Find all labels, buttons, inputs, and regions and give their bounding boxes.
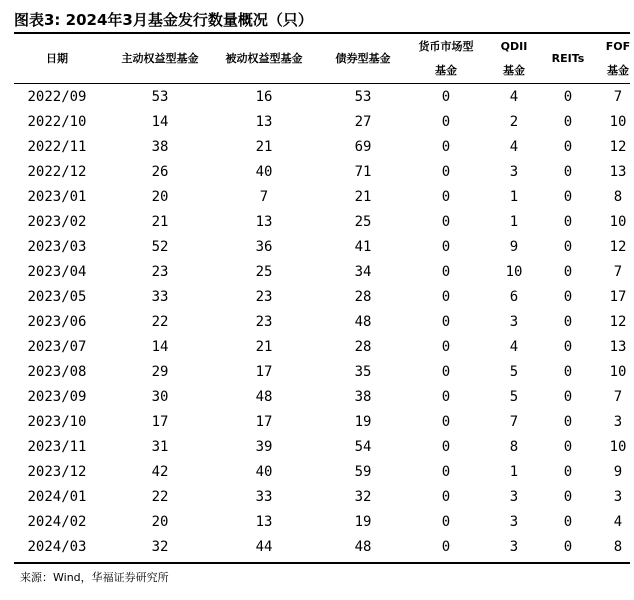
- date-cell: 2024/02: [27, 514, 87, 530]
- qdii-cell: 1: [509, 464, 519, 480]
- money-market-cell: 0: [441, 389, 451, 405]
- bond-cell: 25: [354, 214, 372, 230]
- qdii-cell: 1: [509, 214, 519, 230]
- bond-cell: 32: [354, 489, 372, 505]
- header-label-line1: 货币市场型: [418, 39, 474, 53]
- bond-cell: 53: [354, 89, 372, 105]
- header-label-line2: 基金: [435, 63, 457, 77]
- qdii-cell: 2: [509, 114, 519, 130]
- header-label-line1: FOF: [605, 39, 631, 53]
- date-cell: 2023/11: [27, 439, 87, 455]
- reits-cell: 0: [563, 539, 573, 555]
- passive-equity-cell: 36: [255, 239, 273, 255]
- reits-cell: 0: [563, 339, 573, 355]
- passive-equity-cell: 23: [255, 314, 273, 330]
- figure-title: 图表3: 2024年3月基金发行数量概况（只）: [14, 11, 313, 29]
- header-label: 债券型基金: [335, 51, 391, 65]
- bond-cell: 28: [354, 339, 372, 355]
- fof-cell: 13: [609, 164, 627, 180]
- table-row: [14, 510, 630, 535]
- qdii-cell: 6: [509, 289, 519, 305]
- passive-equity-cell: 33: [255, 489, 273, 505]
- fof-cell: 3: [613, 489, 623, 505]
- money-market-cell: 0: [441, 289, 451, 305]
- source-note: 来源：Wind，华福证券研究所: [20, 571, 169, 584]
- money-market-cell: 0: [441, 439, 451, 455]
- passive-equity-cell: 13: [255, 214, 273, 230]
- date-cell: 2023/07: [27, 339, 87, 355]
- active-equity-cell: 14: [151, 339, 169, 355]
- date-cell: 2023/08: [27, 364, 87, 380]
- passive-equity-cell: 17: [255, 414, 273, 430]
- money-market-cell: 0: [441, 339, 451, 355]
- active-equity-cell: 22: [151, 489, 169, 505]
- bond-cell: 38: [354, 389, 372, 405]
- reits-cell: 0: [563, 439, 573, 455]
- fof-cell: 10: [609, 439, 627, 455]
- fof-cell: 8: [613, 189, 623, 205]
- date-cell: 2022/09: [27, 89, 87, 105]
- money-market-cell: 0: [441, 239, 451, 255]
- fof-cell: 10: [609, 114, 627, 130]
- table-row: [14, 260, 630, 285]
- bond-cell: 21: [354, 189, 372, 205]
- date-cell: 2022/11: [27, 139, 87, 155]
- active-equity-cell: 14: [151, 114, 169, 130]
- header-money-market: [406, 34, 486, 83]
- passive-equity-cell: 40: [255, 464, 273, 480]
- active-equity-cell: 42: [151, 464, 169, 480]
- bond-cell: 34: [354, 264, 372, 280]
- date-cell: 2024/03: [27, 539, 87, 555]
- passive-equity-cell: 13: [255, 514, 273, 530]
- passive-equity-cell: 21: [255, 139, 273, 155]
- bond-cell: 48: [354, 314, 372, 330]
- bond-cell: 69: [354, 139, 372, 155]
- table-row: [14, 385, 630, 410]
- table-row: [14, 310, 630, 335]
- table-row: [14, 185, 630, 210]
- fof-cell: 12: [609, 314, 627, 330]
- bond-cell: 59: [354, 464, 372, 480]
- reits-cell: 0: [563, 189, 573, 205]
- bond-cell: 35: [354, 364, 372, 380]
- bond-cell: 48: [354, 539, 372, 555]
- date-cell: 2022/12: [27, 164, 87, 180]
- money-market-cell: 0: [441, 539, 451, 555]
- active-equity-cell: 32: [151, 539, 169, 555]
- fof-cell: 13: [609, 339, 627, 355]
- header-active-equity: [110, 34, 210, 83]
- passive-equity-cell: 25: [255, 264, 273, 280]
- date-cell: 2023/12: [27, 464, 87, 480]
- date-cell: 2023/09: [27, 389, 87, 405]
- header-label-line2: 基金: [502, 63, 525, 77]
- bond-cell: 27: [354, 114, 372, 130]
- date-cell: 2023/01: [27, 189, 87, 205]
- reits-cell: 0: [563, 464, 573, 480]
- reits-cell: 0: [563, 164, 573, 180]
- money-market-cell: 0: [441, 489, 451, 505]
- header-label-line1: QDII: [500, 39, 528, 53]
- date-cell: 2023/10: [27, 414, 87, 430]
- reits-cell: 0: [563, 289, 573, 305]
- qdii-cell: 4: [509, 89, 519, 105]
- reits-cell: 0: [563, 414, 573, 430]
- reits-cell: 0: [563, 489, 573, 505]
- passive-equity-cell: 23: [255, 289, 273, 305]
- active-equity-cell: 30: [151, 389, 169, 405]
- table-row: [14, 210, 630, 235]
- reits-cell: 0: [563, 139, 573, 155]
- header-bond: [314, 34, 412, 83]
- money-market-cell: 0: [441, 164, 451, 180]
- money-market-cell: 0: [441, 264, 451, 280]
- table-row: [14, 160, 630, 185]
- active-equity-cell: 26: [151, 164, 169, 180]
- active-equity-cell: 33: [151, 289, 169, 305]
- passive-equity-cell: 7: [259, 189, 269, 205]
- qdii-cell: 3: [509, 539, 519, 555]
- table-row: [14, 335, 630, 360]
- table-header: [14, 34, 630, 83]
- money-market-cell: 0: [441, 189, 451, 205]
- header-label: 主动权益型基金: [121, 51, 199, 65]
- bond-cell: 54: [354, 439, 372, 455]
- passive-equity-cell: 39: [255, 439, 273, 455]
- fof-cell: 8: [613, 539, 623, 555]
- fof-cell: 10: [609, 364, 627, 380]
- reits-cell: 0: [563, 214, 573, 230]
- reits-cell: 0: [563, 114, 573, 130]
- reits-cell: 0: [563, 314, 573, 330]
- qdii-cell: 3: [509, 164, 519, 180]
- money-market-cell: 0: [441, 514, 451, 530]
- table-row: [14, 410, 630, 435]
- passive-equity-cell: 44: [255, 539, 273, 555]
- active-equity-cell: 17: [151, 414, 169, 430]
- table-row: [14, 485, 630, 510]
- date-cell: 2022/10: [27, 114, 87, 130]
- header-fof: [594, 34, 634, 83]
- fof-cell: 10: [609, 214, 627, 230]
- fof-cell: 12: [609, 239, 627, 255]
- date-cell: 2023/04: [27, 264, 87, 280]
- active-equity-cell: 20: [151, 189, 169, 205]
- qdii-cell: 3: [509, 314, 519, 330]
- passive-equity-cell: 21: [255, 339, 273, 355]
- reits-cell: 0: [563, 364, 573, 380]
- table-row: [14, 535, 630, 560]
- header-label-line2: 基金: [606, 63, 629, 77]
- qdii-cell: 1: [509, 189, 519, 205]
- table-row: [14, 135, 630, 160]
- passive-equity-cell: 40: [255, 164, 273, 180]
- qdii-cell: 3: [509, 489, 519, 505]
- active-equity-cell: 20: [151, 514, 169, 530]
- fof-cell: 4: [613, 514, 623, 530]
- qdii-cell: 7: [509, 414, 519, 430]
- passive-equity-cell: 16: [255, 89, 273, 105]
- table-row: [14, 235, 630, 260]
- bond-cell: 19: [354, 414, 372, 430]
- table-header-rule: [14, 83, 630, 84]
- money-market-cell: 0: [441, 464, 451, 480]
- money-market-cell: 0: [441, 314, 451, 330]
- header-label: 被动权益型基金: [225, 51, 303, 65]
- bond-cell: 71: [354, 164, 372, 180]
- fof-cell: 12: [609, 139, 627, 155]
- header-passive-equity: [214, 34, 314, 83]
- fof-cell: 7: [613, 389, 623, 405]
- fof-cell: 3: [613, 414, 623, 430]
- money-market-cell: 0: [441, 364, 451, 380]
- money-market-cell: 0: [441, 114, 451, 130]
- reits-cell: 0: [563, 89, 573, 105]
- qdii-cell: 3: [509, 514, 519, 530]
- reits-cell: 0: [563, 264, 573, 280]
- passive-equity-cell: 13: [255, 114, 273, 130]
- passive-equity-cell: 17: [255, 364, 273, 380]
- header-reits: [542, 34, 594, 83]
- qdii-cell: 8: [509, 439, 519, 455]
- header-label: REITs: [551, 51, 585, 65]
- bond-cell: 28: [354, 289, 372, 305]
- date-cell: 2023/02: [27, 214, 87, 230]
- table-row: [14, 435, 630, 460]
- date-cell: 2023/05: [27, 289, 87, 305]
- active-equity-cell: 29: [151, 364, 169, 380]
- qdii-cell: 5: [509, 364, 519, 380]
- bond-cell: 19: [354, 514, 372, 530]
- fof-cell: 7: [613, 264, 623, 280]
- table-row: [14, 285, 630, 310]
- bond-cell: 41: [354, 239, 372, 255]
- money-market-cell: 0: [441, 139, 451, 155]
- qdii-cell: 4: [509, 339, 519, 355]
- active-equity-cell: 31: [151, 439, 169, 455]
- qdii-cell: 4: [509, 139, 519, 155]
- qdii-cell: 5: [509, 389, 519, 405]
- header-date: [14, 34, 100, 83]
- date-cell: 2023/06: [27, 314, 87, 330]
- active-equity-cell: 21: [151, 214, 169, 230]
- table-row: [14, 110, 630, 135]
- table-row: [14, 460, 630, 485]
- active-equity-cell: 52: [151, 239, 169, 255]
- date-cell: 2023/03: [27, 239, 87, 255]
- reits-cell: 0: [563, 389, 573, 405]
- active-equity-cell: 23: [151, 264, 169, 280]
- qdii-cell: 10: [505, 264, 523, 280]
- fof-cell: 7: [613, 89, 623, 105]
- reits-cell: 0: [563, 239, 573, 255]
- date-cell: 2024/01: [27, 489, 87, 505]
- money-market-cell: 0: [441, 414, 451, 430]
- active-equity-cell: 38: [151, 139, 169, 155]
- table-row: [14, 360, 630, 385]
- passive-equity-cell: 48: [255, 389, 273, 405]
- table-bottom-rule: [14, 562, 630, 564]
- reits-cell: 0: [563, 514, 573, 530]
- fof-cell: 9: [613, 464, 623, 480]
- fof-cell: 17: [609, 289, 627, 305]
- active-equity-cell: 53: [151, 89, 169, 105]
- header-qdii: [484, 34, 544, 83]
- money-market-cell: 0: [441, 214, 451, 230]
- active-equity-cell: 22: [151, 314, 169, 330]
- table-row: [14, 85, 630, 110]
- qdii-cell: 9: [509, 239, 519, 255]
- header-label: 日期: [46, 51, 68, 65]
- table-body: [14, 85, 630, 560]
- money-market-cell: 0: [441, 89, 451, 105]
